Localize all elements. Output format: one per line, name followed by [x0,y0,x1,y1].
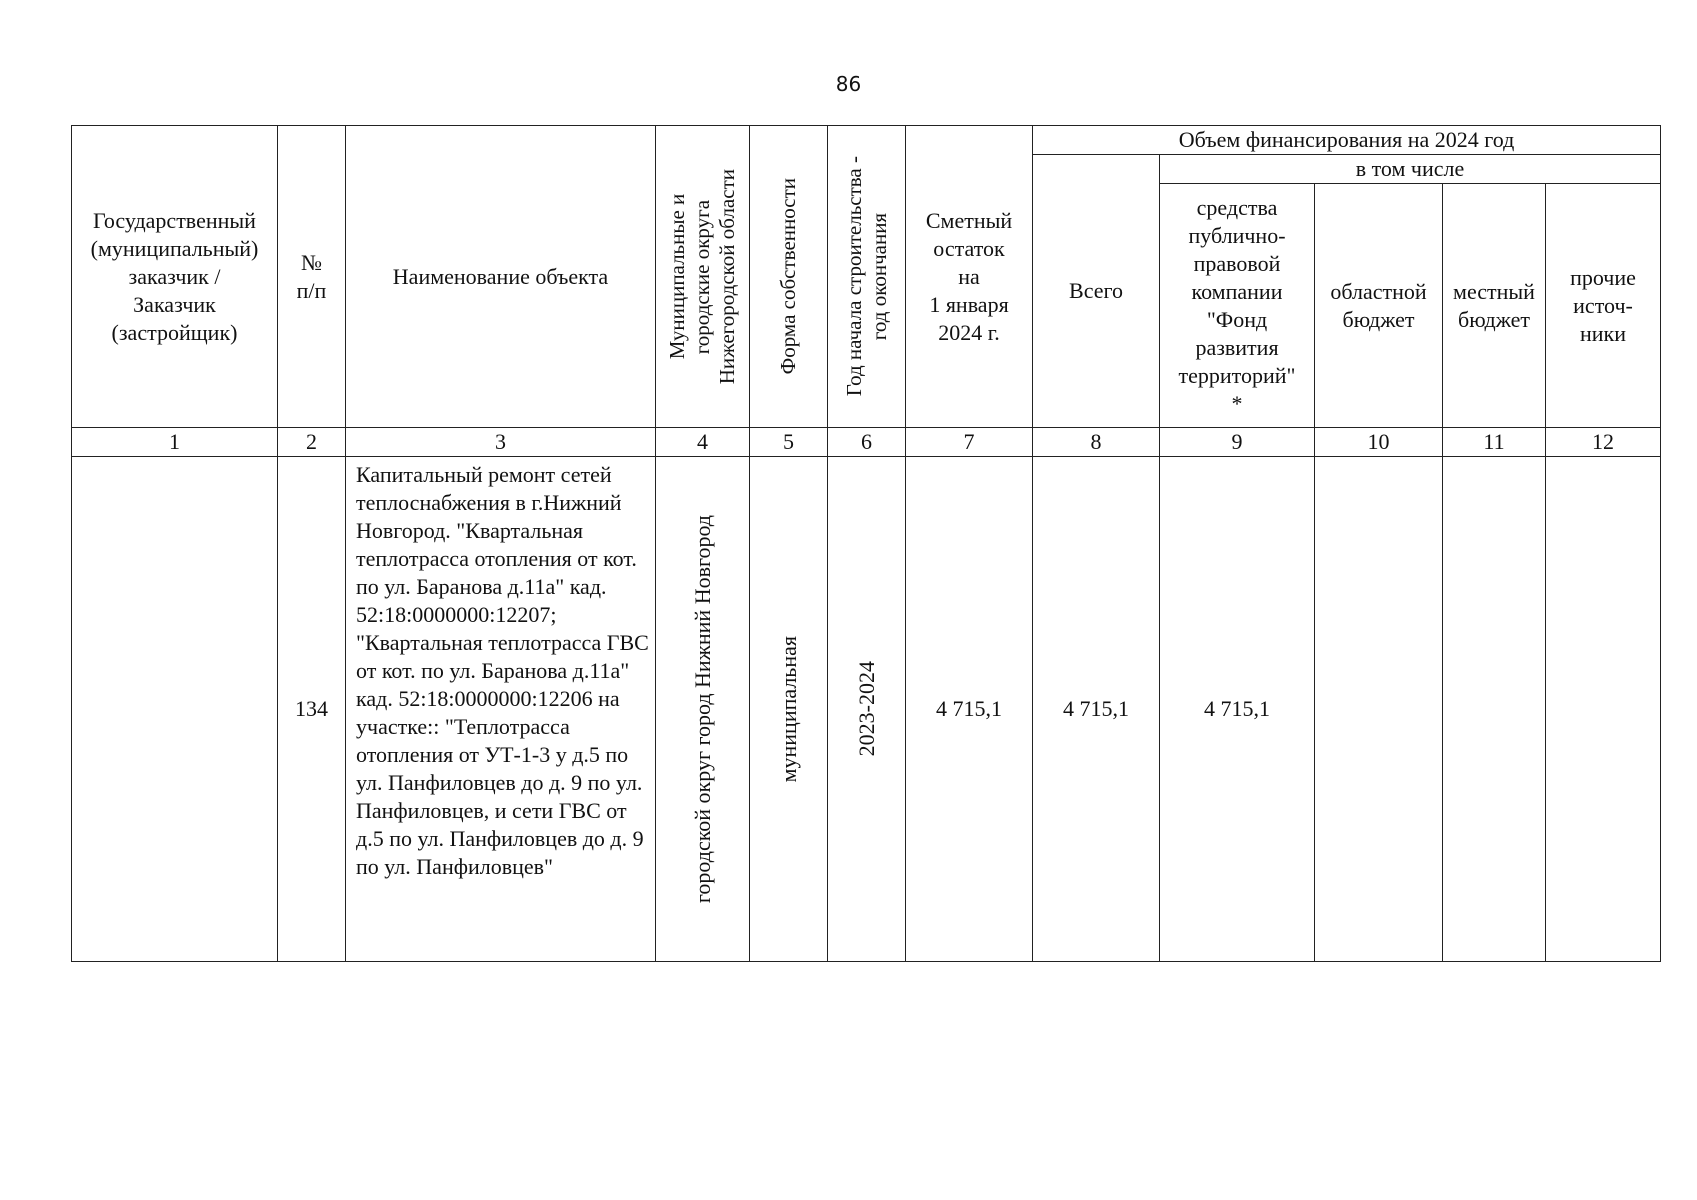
column-number: 4 [656,428,750,457]
header-local-budget: местный бюджет [1443,184,1546,428]
column-number: 8 [1033,428,1160,457]
header-municipality [656,126,750,428]
column-number: 1 [72,428,278,457]
row-years-text: 2023-2024 [853,661,879,757]
row-customer [72,457,278,962]
header-ownership-text: Форма собственности [776,178,800,375]
row-ownership [750,457,828,962]
column-number: 9 [1160,428,1315,457]
row-municipality-text: городской округ город Нижний Новгород [689,514,715,904]
row-fund: 4 715,1 [1160,457,1315,962]
header-fund: средства публично- правовой компании "Фонд развития территорий" * [1160,184,1315,428]
header-object-name: Наименование объекта [346,126,656,428]
header-municipality-text: Муниципальные и городские округа Нижегородской области [665,168,739,385]
row-total: 4 715,1 [1033,457,1160,962]
row-ownership-text: муниципальная [775,635,801,783]
column-number: 3 [346,428,656,457]
header-years [828,126,906,428]
row-municipality [656,457,750,962]
column-number: 12 [1546,428,1661,457]
row-estimate: 4 715,1 [906,457,1033,962]
financing-table [71,125,1661,962]
row-object-name: Капитальный ремонт сетей теплоснабжения в г.Нижний Новгород. "Квартальная теплотрасса отопления от кот. по ул. Баранова д.11а" кад. 52:18:0000000:12207; "Квартальная теплотрасса ГВС от кот. по ул. Баранова д.11а" кад. 52:18:0000000:12206 на участке:: "Теплотрасса отопления от УТ-1-3 у д.5 по ул. Панфиловцев до д. 9 по ул. Панфиловцев, и сети ГВС от д.5 по ул. Панфиловцев до д. 9 по ул. Панфиловцев" [346,457,656,962]
column-number: 10 [1315,428,1443,457]
row-regional-budget [1315,457,1443,962]
column-number: 2 [278,428,346,457]
row-local-budget [1443,457,1546,962]
header-total: Всего [1033,155,1160,428]
row-number: 134 [278,457,346,962]
column-number: 6 [828,428,906,457]
header-row-1 [72,126,1661,155]
header-estimate: Сметный остаток на 1 января 2024 г. [906,126,1033,428]
column-number: 5 [750,428,828,457]
page-number: 86 [835,72,862,96]
header-other-sources: прочие источ- ники [1546,184,1661,428]
header-including: в том числе [1160,155,1661,184]
header-ownership [750,126,828,428]
row-other-sources [1546,457,1661,962]
header-funding-group: Объем финансирования на 2024 год [1033,126,1661,155]
column-number: 11 [1443,428,1546,457]
row-years [828,457,906,962]
table-row [72,457,1661,962]
column-number: 7 [906,428,1033,457]
header-number: № п/п [278,126,346,428]
header-years-text: Год начала строительства - год окончания [841,156,891,397]
header-regional-budget: областной бюджет [1315,184,1443,428]
column-number-row [72,428,1661,457]
header-customer: Государственный (муниципальный) заказчик / Заказчик (застройщик) [72,126,278,428]
